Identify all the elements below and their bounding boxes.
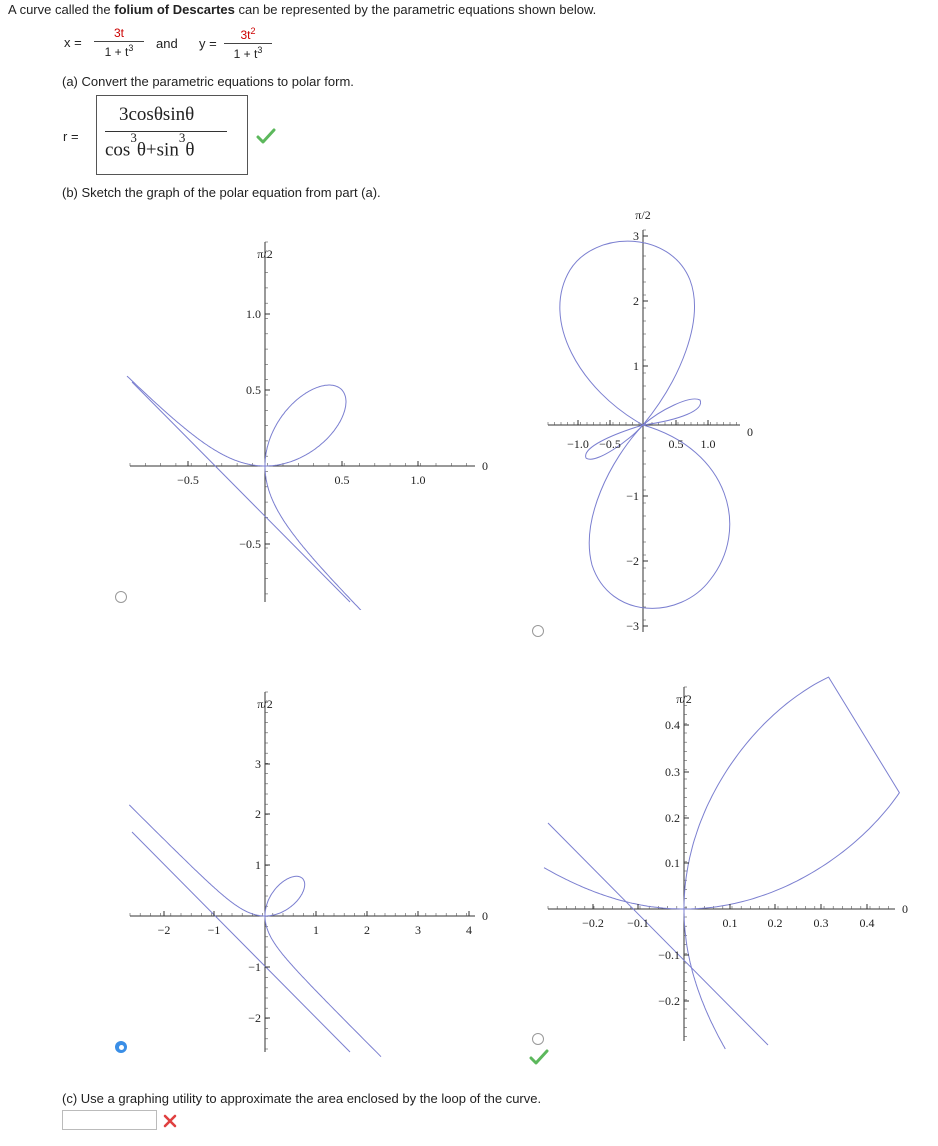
y-tick-label: −3: [626, 619, 639, 633]
folium-lower-branch: [544, 868, 684, 909]
zero-label: 0: [482, 909, 488, 923]
graph-option-a: [120, 230, 495, 610]
zero-label: 0: [482, 459, 488, 473]
y-tick-label: 0.3: [665, 765, 680, 779]
x-tick-label: 4: [466, 923, 472, 937]
and-text: and: [156, 36, 178, 51]
y-tick-label: 0.5: [246, 383, 261, 397]
folium-lower-branch: [129, 805, 265, 916]
pi-over-2-label: π/2: [257, 247, 273, 261]
y-tick-label: −0.5: [239, 537, 261, 551]
zero-label: 0: [902, 902, 908, 916]
y-tick-label: −1: [626, 489, 639, 503]
option-d-radio[interactable]: [532, 1033, 544, 1045]
asymptote-line: [132, 832, 350, 1052]
r-label: r =: [63, 129, 79, 144]
y-tick-label: −2: [248, 1011, 261, 1025]
x-tick-label: −1: [207, 923, 221, 937]
curve-name: folium of Descartes: [114, 2, 235, 17]
y-tick-label: −2: [626, 554, 639, 568]
x-tick-label: 3: [415, 923, 421, 937]
x-tick-label: −2: [157, 923, 171, 937]
part-c-prompt: (c) Use a graphing utility to approximate the area enclosed by the loop of the curve.: [62, 1091, 542, 1106]
small-lobe-right: [643, 399, 701, 425]
y-tick-label: 0.2: [665, 811, 680, 825]
y-tick-label: 1: [633, 359, 639, 373]
y-tick-label: 1: [255, 858, 261, 872]
y-tick-label: −0.2: [658, 994, 680, 1008]
part-a-check-icon: [256, 128, 276, 144]
y-tick-label: 2: [633, 294, 639, 308]
x-tick-label: −1.0: [567, 437, 589, 451]
x-tick-label: 0.5: [334, 473, 350, 487]
y-label: y =: [199, 36, 217, 51]
folium-upper-branch: [684, 909, 725, 1049]
folium-loop: [265, 385, 346, 466]
x-label: x =: [64, 35, 82, 50]
folium-upper-branch: [265, 916, 381, 1057]
y-tick-label: 0.4: [665, 718, 680, 732]
x-tick-label: 0.2: [767, 916, 783, 930]
answer-fraction-bar: [105, 131, 227, 132]
answer-denominator: $\cos^3\theta+\sin^3\theta$: [105, 130, 195, 161]
x-tick-label: 1.0: [410, 473, 426, 487]
part-c-area-input[interactable]: [62, 1110, 157, 1130]
graph-option-b: [540, 200, 770, 640]
x-tick-label: −0.1: [627, 916, 649, 930]
graph-option-d: [540, 675, 915, 1055]
x-tick-label: −0.5: [599, 437, 621, 451]
option-b-radio[interactable]: [532, 625, 544, 637]
y-tick-label: −1: [248, 960, 261, 974]
y-tick-label: 1.0: [246, 307, 261, 321]
x-tick-label: 0.1: [722, 916, 738, 930]
option-d-check-icon: [529, 1049, 549, 1065]
pi-over-2-label: π/2: [635, 208, 651, 222]
x-tick-label: −0.5: [177, 473, 199, 487]
x-tick-label: 2: [364, 923, 370, 937]
folium-upper-branch: [265, 466, 362, 610]
graph-option-c: [120, 680, 495, 1060]
part-a-prompt: (a) Convert the parametric equations to polar form.: [62, 74, 354, 89]
y-tick-label: −0.1: [658, 948, 680, 962]
zero-label: 0: [747, 425, 753, 439]
x-tick-label: 0.5: [668, 437, 684, 451]
option-a-radio[interactable]: [115, 591, 127, 603]
x-tick-label: −0.2: [582, 916, 604, 930]
x-tick-label: 1.0: [700, 437, 716, 451]
folium-lower-branch: [127, 376, 265, 466]
upper-lobe: [560, 241, 695, 425]
x-tick-label: 0.4: [859, 916, 875, 930]
y-tick-label: 3: [255, 757, 261, 771]
asymptote-line: [548, 823, 768, 1045]
part-a-answer-box[interactable]: [96, 95, 248, 175]
x-tick-label: 1: [313, 923, 319, 937]
pi-over-2-label: π/2: [676, 692, 692, 706]
problem-intro: A curve called the folium of Descartes can be represented by the parametric equations shown below.: [8, 2, 597, 17]
y-tick-label: 0.1: [665, 856, 680, 870]
folium-loop: [265, 876, 305, 916]
part-b-prompt: (b) Sketch the graph of the polar equation from part (a).: [62, 185, 381, 200]
y-tick-label: 2: [255, 807, 261, 821]
part-c-cross-icon: [163, 1114, 177, 1128]
lower-lobe: [589, 425, 729, 608]
x-tick-label: 0.3: [813, 916, 829, 930]
pi-over-2-label: π/2: [257, 697, 273, 711]
asymptote-line: [132, 382, 350, 602]
y-fraction: $\frac{3t^2}{1 + t^3}$: [224, 26, 272, 61]
folium-loop: [684, 677, 899, 909]
answer-numerator: 3cosθsinθ: [119, 104, 195, 125]
x-fraction: $\frac{3t}{1 + t^3}$: [94, 26, 144, 59]
y-tick-label: 3: [633, 229, 639, 243]
option-c-radio[interactable]: [115, 1041, 127, 1053]
